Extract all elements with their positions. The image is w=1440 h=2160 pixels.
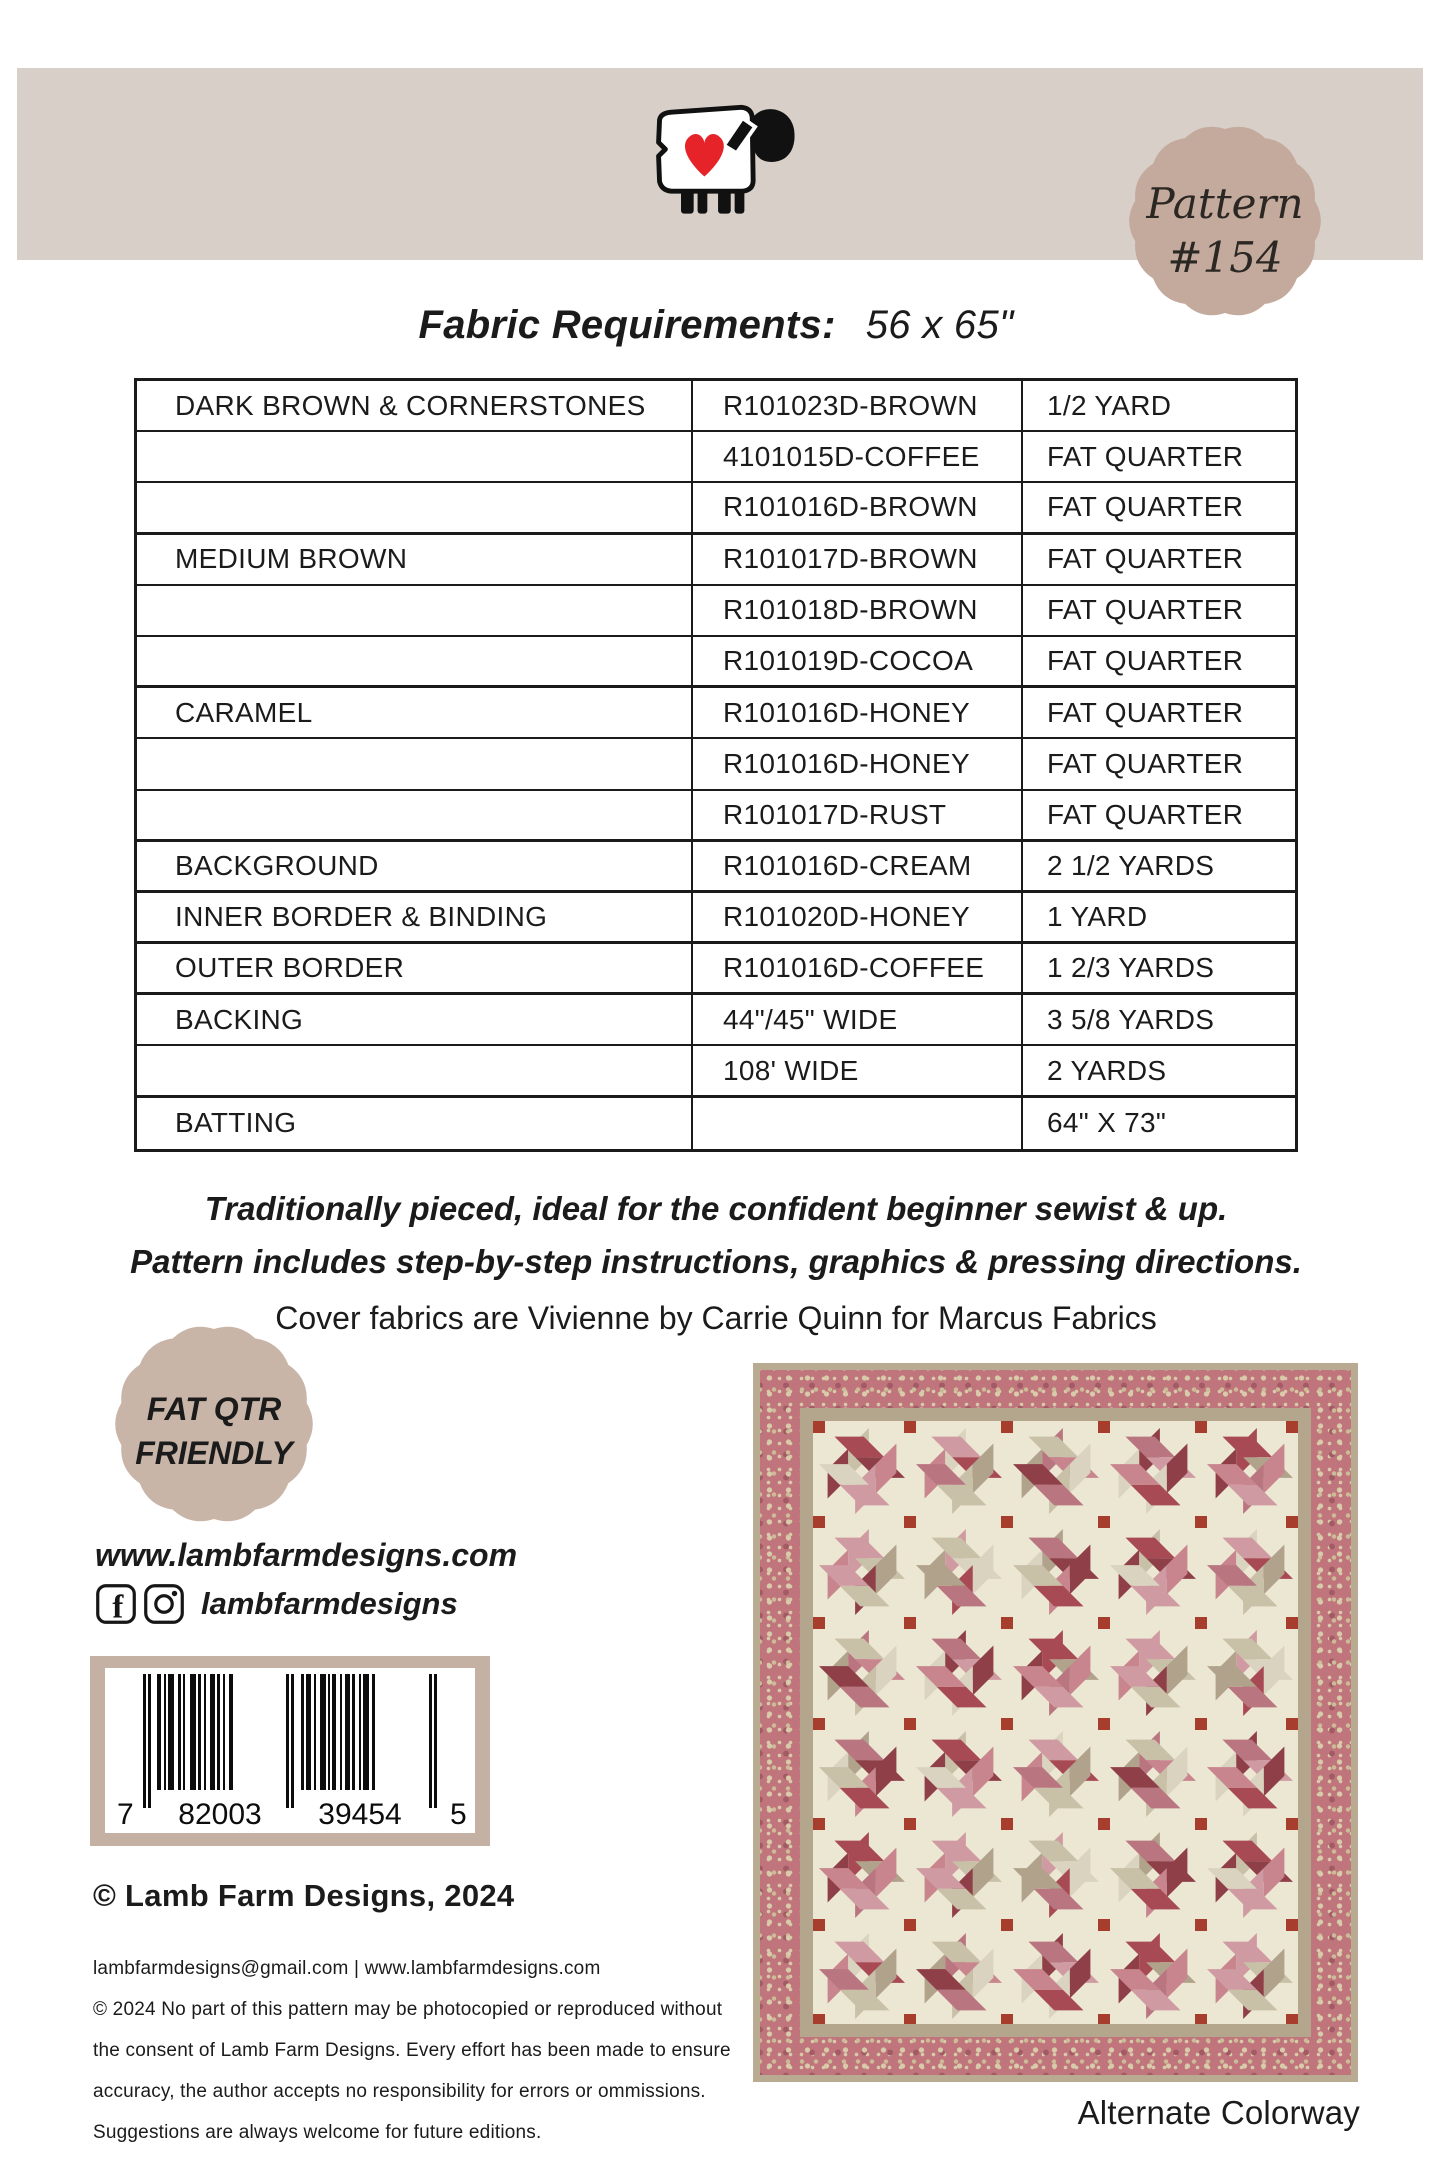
table-cell-fabric-code: 108' WIDE bbox=[693, 1046, 1023, 1094]
star-block bbox=[1013, 1933, 1099, 2019]
instagram-icon bbox=[143, 1583, 185, 1625]
table-cell-fabric-code: 44"/45" WIDE bbox=[693, 995, 1023, 1044]
table-cell-name: OUTER BORDER bbox=[137, 944, 693, 992]
fabric-requirements-label: Fabric Requirements: bbox=[418, 303, 836, 347]
cornerstone-square bbox=[1001, 2014, 1013, 2024]
cornerstone-square bbox=[1286, 1516, 1298, 1528]
table-cell-fabric-code: 4101015D-COFFEE bbox=[693, 432, 1023, 481]
star-block bbox=[916, 1832, 1002, 1918]
table-row bbox=[137, 791, 1295, 842]
table-cell-amount: 1 YARD bbox=[1047, 900, 1148, 932]
star-block bbox=[916, 1428, 1002, 1514]
cornerstone-square bbox=[1098, 1718, 1110, 1730]
star-block bbox=[1110, 1529, 1196, 1615]
table-row bbox=[137, 842, 1295, 893]
cornerstone-square bbox=[1098, 1421, 1110, 1433]
cornerstone-square bbox=[904, 1617, 916, 1629]
pattern-number-badge bbox=[1122, 118, 1328, 324]
table-cell-fabric-code: R101016D-BROWN bbox=[693, 483, 1023, 531]
table-row bbox=[137, 995, 1295, 1046]
table-row bbox=[137, 688, 1295, 739]
cornerstone-square bbox=[1001, 1919, 1013, 1931]
star-block bbox=[1013, 1832, 1099, 1918]
sheep-legs bbox=[681, 190, 744, 213]
cornerstone-square bbox=[813, 1516, 825, 1528]
table-cell-name: INNER BORDER & BINDING bbox=[137, 893, 693, 941]
table-cell-name bbox=[137, 483, 693, 531]
table-cell-name bbox=[137, 739, 693, 788]
table-cell-name: MEDIUM BROWN bbox=[137, 535, 693, 584]
table-cell-amount: 1 2/3 YARDS bbox=[1047, 952, 1215, 984]
cornerstone-square bbox=[904, 2014, 916, 2024]
cornerstone-square bbox=[1286, 1617, 1298, 1629]
cornerstone-square bbox=[813, 1617, 825, 1629]
table-cell-fabric-code: R101020D-HONEY bbox=[693, 893, 1023, 941]
fine-print-line: lambfarmdesigns@gmail.com | www.lambfarmdesigns.com bbox=[93, 1958, 601, 1979]
cornerstone-square bbox=[904, 1516, 916, 1528]
star-block bbox=[1110, 1933, 1196, 2019]
fine-print bbox=[93, 1948, 731, 2153]
cornerstone-square bbox=[904, 1818, 916, 1830]
star-block bbox=[1207, 1630, 1293, 1716]
table-cell-amount: 64" X 73" bbox=[1047, 1107, 1167, 1139]
cornerstone-square bbox=[1286, 1919, 1298, 1931]
table-cell-name: BATTING bbox=[137, 1098, 693, 1149]
table-cell-fabric-code: R101023D-BROWN bbox=[693, 381, 1023, 430]
barcode-label bbox=[105, 1668, 475, 1833]
table-cell-name bbox=[137, 791, 693, 839]
star-block bbox=[1207, 1933, 1293, 2019]
cornerstone-square bbox=[1001, 1818, 1013, 1830]
table-cell-amount: FAT QUARTER bbox=[1047, 747, 1244, 779]
cornerstone-square bbox=[904, 1718, 916, 1730]
table-cell-amount: FAT QUARTER bbox=[1047, 491, 1244, 523]
cornerstone-square bbox=[1195, 1718, 1207, 1730]
cornerstone-square bbox=[1286, 1718, 1298, 1730]
quilt-photo-alternate-colorway bbox=[753, 1363, 1358, 2082]
star-block bbox=[916, 1731, 1002, 1817]
table-row bbox=[137, 944, 1295, 995]
quilt-outer-border bbox=[760, 1370, 1351, 2075]
table-cell-name bbox=[137, 586, 693, 635]
cornerstone-square bbox=[1195, 1919, 1207, 1931]
table-cell-amount: 3 5/8 YARDS bbox=[1047, 1003, 1215, 1035]
description-line-2: Pattern includes step-by-step instructions, graphics & pressing directions. bbox=[130, 1243, 1302, 1280]
star-block bbox=[1207, 1832, 1293, 1918]
fatqtr-line1: FAT QTR bbox=[146, 1391, 282, 1427]
cornerstone-square bbox=[1001, 1421, 1013, 1433]
table-cell-fabric-code: R101016D-CREAM bbox=[693, 842, 1023, 890]
sheep-head bbox=[751, 109, 795, 162]
table-cell-amount: FAT QUARTER bbox=[1047, 798, 1244, 830]
cornerstone-square bbox=[813, 1919, 825, 1931]
fine-print-line: the consent of Lamb Farm Designs. Every effort has been made to ensure bbox=[93, 2040, 731, 2061]
star-block bbox=[1207, 1529, 1293, 1615]
cornerstone-square bbox=[1195, 1516, 1207, 1528]
cornerstone-square bbox=[1098, 1818, 1110, 1830]
star-block bbox=[1110, 1428, 1196, 1514]
star-block bbox=[819, 1529, 905, 1615]
star-block bbox=[916, 1529, 1002, 1615]
cornerstone-square bbox=[1195, 1617, 1207, 1629]
fabric-requirements-table bbox=[134, 378, 1298, 1152]
table-row bbox=[137, 432, 1295, 483]
cornerstone-square bbox=[1098, 1516, 1110, 1528]
cornerstone-square bbox=[1001, 1516, 1013, 1528]
table-cell-name bbox=[137, 637, 693, 685]
table-cell-fabric-code: R101018D-BROWN bbox=[693, 586, 1023, 635]
star-block bbox=[1013, 1529, 1099, 1615]
cornerstone-square bbox=[1195, 1818, 1207, 1830]
fine-print-line: © 2024 No part of this pattern may be photocopied or reproduced without bbox=[93, 1999, 723, 2020]
table-row bbox=[137, 586, 1295, 637]
cornerstone-square bbox=[1195, 1421, 1207, 1433]
social-media-row bbox=[95, 1583, 458, 1625]
table-cell-name: DARK BROWN & CORNERSTONES bbox=[137, 381, 693, 430]
cornerstone-square bbox=[813, 1718, 825, 1730]
table-cell-amount: FAT QUARTER bbox=[1047, 645, 1244, 677]
table-row bbox=[137, 893, 1295, 944]
cornerstone-square bbox=[1001, 1617, 1013, 1629]
star-block bbox=[916, 1933, 1002, 2019]
fat-quarter-friendly-badge bbox=[108, 1318, 320, 1530]
quilt-size: 56 x 65" bbox=[865, 303, 1014, 347]
cornerstone-square bbox=[813, 2014, 825, 2024]
svg-text:39454: 39454 bbox=[318, 1798, 402, 1831]
fatqtr-line2: FRIENDLY bbox=[135, 1435, 293, 1471]
svg-text:82003: 82003 bbox=[178, 1798, 262, 1831]
sheep-heart-logo bbox=[642, 100, 798, 218]
table-row bbox=[137, 1046, 1295, 1097]
cornerstone-square bbox=[813, 1818, 825, 1830]
cornerstone-square bbox=[1098, 2014, 1110, 2024]
star-block bbox=[1207, 1428, 1293, 1514]
table-cell-amount: 2 1/2 YARDS bbox=[1047, 849, 1215, 881]
table-row bbox=[137, 483, 1295, 534]
description-line-3: Cover fabrics are Vivienne by Carrie Quinn for Marcus Fabrics bbox=[275, 1300, 1157, 1336]
star-block bbox=[1110, 1832, 1196, 1918]
facebook-icon bbox=[95, 1583, 137, 1625]
table-cell-fabric-code: R101016D-HONEY bbox=[693, 688, 1023, 737]
table-cell-amount: FAT QUARTER bbox=[1047, 440, 1244, 472]
cornerstone-square bbox=[1001, 1718, 1013, 1730]
table-cell-name: BACKING bbox=[137, 995, 693, 1044]
table-cell-name: CARAMEL bbox=[137, 688, 693, 737]
cornerstone-square bbox=[1286, 1818, 1298, 1830]
star-block bbox=[819, 1832, 905, 1918]
star-block bbox=[916, 1630, 1002, 1716]
table-row bbox=[137, 535, 1295, 586]
table-cell-fabric-code: R101017D-BROWN bbox=[693, 535, 1023, 584]
social-handle: lambfarmdesigns bbox=[201, 1586, 458, 1621]
pattern-badge-line2: #154 bbox=[1167, 233, 1283, 282]
cornerstone-square bbox=[1098, 1617, 1110, 1629]
cornerstone-square bbox=[1098, 1919, 1110, 1931]
cornerstone-square bbox=[1195, 2014, 1207, 2024]
cornerstone-square bbox=[813, 1421, 825, 1433]
website-url: www.lambfarmdesigns.com bbox=[95, 1537, 518, 1573]
cornerstone-square bbox=[1286, 1421, 1298, 1433]
star-block bbox=[1013, 1428, 1099, 1514]
table-row bbox=[137, 1098, 1295, 1149]
table-cell-fabric-code: R101017D-RUST bbox=[693, 791, 1023, 839]
star-block bbox=[819, 1933, 905, 2019]
table-cell-fabric-code: R101019D-COCOA bbox=[693, 637, 1023, 685]
cornerstone-square bbox=[1286, 2014, 1298, 2024]
table-row bbox=[137, 637, 1295, 688]
quilt-center-field bbox=[813, 1421, 1298, 2024]
star-block bbox=[1013, 1630, 1099, 1716]
quilt-inner-border bbox=[800, 1408, 1311, 2037]
star-block bbox=[1110, 1731, 1196, 1817]
table-row bbox=[137, 739, 1295, 790]
table-cell-amount: FAT QUARTER bbox=[1047, 696, 1244, 728]
table-cell-fabric-code: R101016D-HONEY bbox=[693, 739, 1023, 788]
table-cell-name: BACKGROUND bbox=[137, 842, 693, 890]
table-cell-name bbox=[137, 1046, 693, 1094]
quilt-caption: Alternate Colorway bbox=[1077, 2094, 1360, 2131]
fine-print-line: Suggestions are always welcome for future editions. bbox=[93, 2122, 542, 2143]
table-cell-fabric-code: R101016D-COFFEE bbox=[693, 944, 1023, 992]
star-block bbox=[1207, 1731, 1293, 1817]
svg-text:7: 7 bbox=[117, 1798, 134, 1831]
fine-print-line: accuracy, the author accepts no responsibility for errors or ommissions. bbox=[93, 2081, 706, 2102]
star-block bbox=[819, 1630, 905, 1716]
cornerstone-square bbox=[904, 1919, 916, 1931]
star-block bbox=[819, 1428, 905, 1514]
table-cell-amount: 1/2 YARD bbox=[1047, 389, 1172, 421]
svg-text:f: f bbox=[112, 1589, 124, 1625]
star-block bbox=[819, 1731, 905, 1817]
svg-text:5: 5 bbox=[450, 1798, 467, 1831]
pattern-badge-line1: Pattern bbox=[1146, 179, 1304, 228]
cornerstone-square bbox=[904, 1421, 916, 1433]
star-block bbox=[1013, 1731, 1099, 1817]
barcode bbox=[90, 1656, 490, 1846]
description-line-1: Traditionally pieced, ideal for the confident beginner sewist & up. bbox=[204, 1190, 1228, 1227]
table-cell-fabric-code bbox=[693, 1098, 1023, 1149]
table-row bbox=[137, 381, 1295, 432]
table-cell-name bbox=[137, 432, 693, 481]
copyright-heading: © Lamb Farm Designs, 2024 bbox=[93, 1878, 515, 1913]
table-cell-amount: FAT QUARTER bbox=[1047, 543, 1244, 575]
table-cell-amount: 2 YARDS bbox=[1047, 1054, 1167, 1086]
table-cell-amount: FAT QUARTER bbox=[1047, 594, 1244, 626]
page-title bbox=[0, 303, 1432, 348]
star-block bbox=[1110, 1630, 1196, 1716]
